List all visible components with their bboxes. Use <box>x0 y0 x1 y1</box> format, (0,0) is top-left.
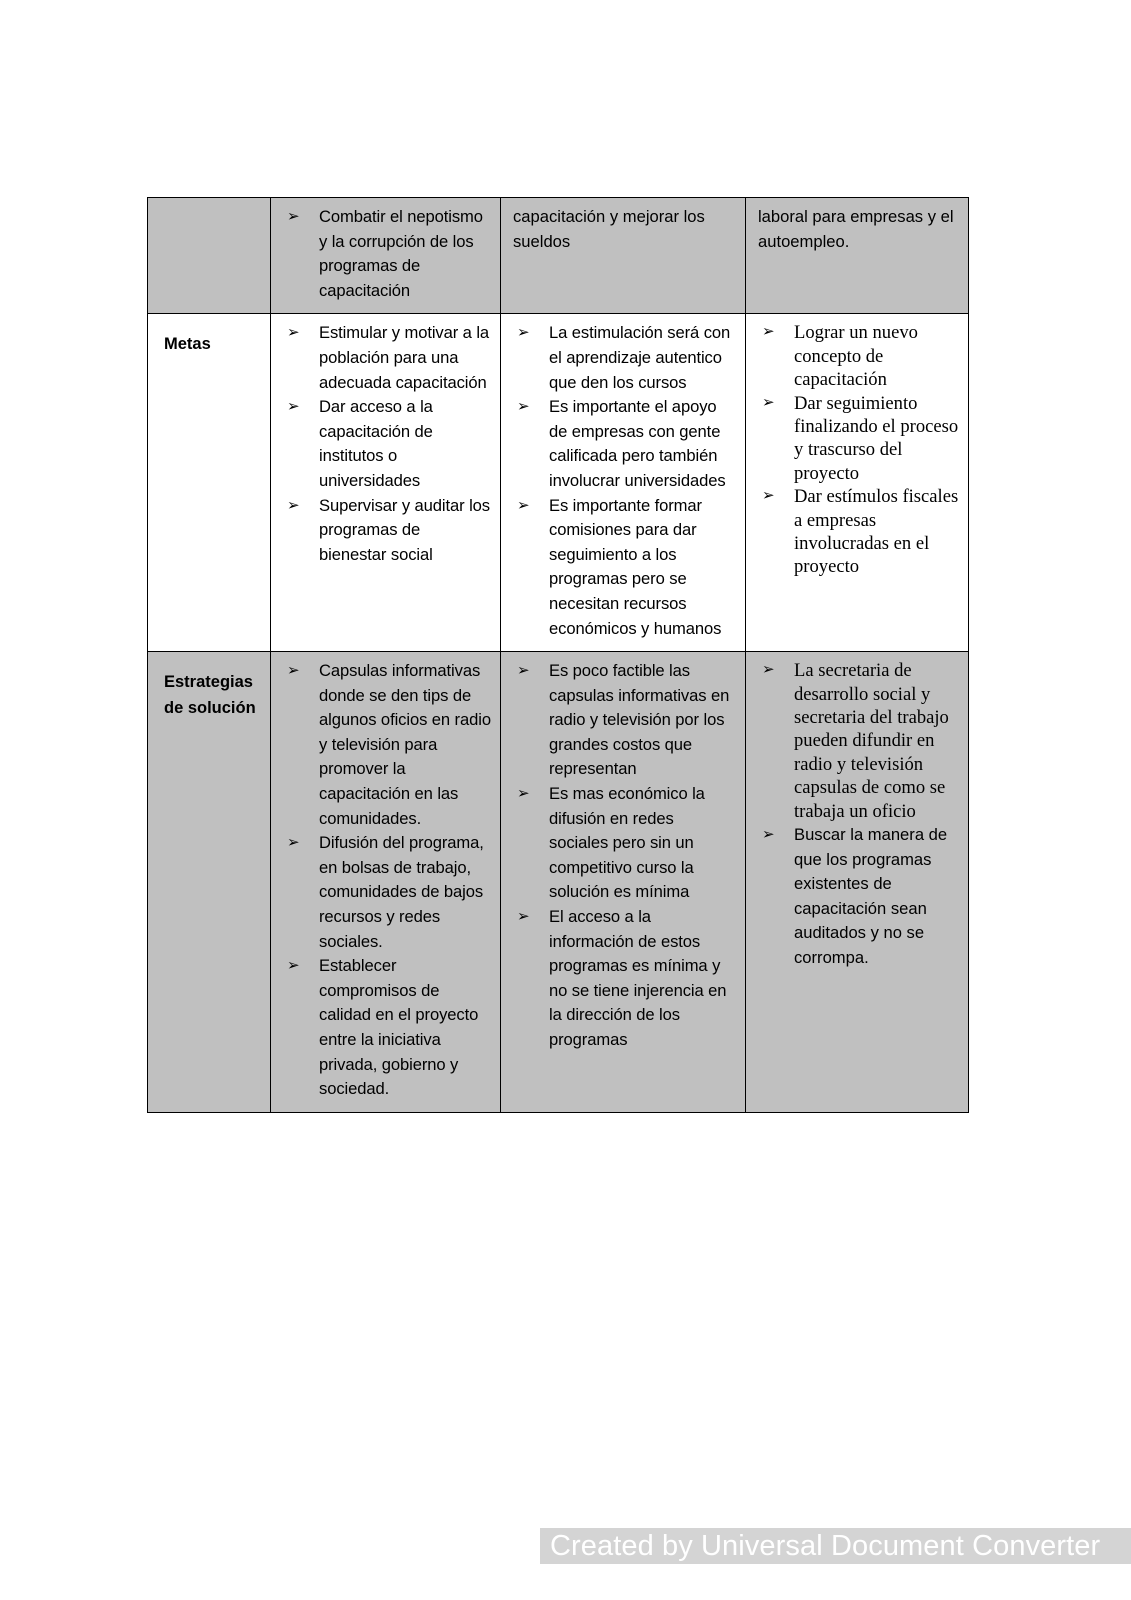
list-item <box>752 392 960 486</box>
arrow-bullet-icon: ➢ <box>287 834 300 852</box>
cell-col3 <box>501 198 746 314</box>
cell-col3 <box>501 314 746 652</box>
bullet-list <box>507 659 737 1053</box>
arrow-bullet-icon: ➢ <box>287 957 300 975</box>
arrow-bullet-icon: ➢ <box>762 394 775 411</box>
cell-col4 <box>746 314 969 652</box>
table-row <box>148 652 969 1113</box>
list-item-text: Es mas económico la difusión en redes sociales pero sin un competitivo curso la solución es mínima <box>549 784 705 902</box>
arrow-bullet-icon: ➢ <box>517 398 530 416</box>
row-label-metas: Metas <box>164 335 211 354</box>
list-item-text: El acceso a la información de estos programas es mínima y no se tiene injerencia en la dirección de los programas <box>549 907 727 1049</box>
bullet-list <box>277 205 492 303</box>
continuation-text: capacitación y mejorar los sueldos <box>513 207 705 251</box>
table-row <box>148 198 969 314</box>
arrow-bullet-icon: ➢ <box>517 662 530 680</box>
row-label-cell-metas <box>148 314 271 652</box>
row-label-cell-estrategias <box>148 652 271 1113</box>
list-item-text: Establecer compromisos de calidad en el proyecto entre la iniciativa privada, gobierno y sociedad. <box>319 956 479 1099</box>
list-item <box>277 659 492 831</box>
list-item <box>507 782 737 905</box>
list-item-text: Dar acceso a la capacitación de institutos o universidades <box>319 397 433 490</box>
list-item-text: Supervisar y auditar los programas de bienestar social <box>319 495 490 564</box>
bullet-list <box>752 659 960 970</box>
arrow-bullet-icon: ➢ <box>762 825 775 843</box>
bullet-list <box>752 321 960 578</box>
continuation-text: laboral para empresas y el autoempleo. <box>758 207 954 251</box>
cell-col2 <box>271 314 501 652</box>
arrow-bullet-icon: ➢ <box>517 496 530 514</box>
cell-col2 <box>271 198 501 314</box>
arrow-bullet-icon: ➢ <box>517 324 530 342</box>
bullet-list <box>277 321 492 567</box>
list-item <box>507 494 737 642</box>
list-item <box>752 823 960 971</box>
list-item <box>507 905 737 1053</box>
bullet-list <box>277 659 492 1102</box>
comparison-table <box>147 197 969 1113</box>
arrow-bullet-icon: ➢ <box>517 908 530 926</box>
arrow-bullet-icon: ➢ <box>517 785 530 803</box>
list-item <box>277 205 492 303</box>
list-item-text: Capsulas informativas donde se den tips de algunos oficios en radio y televisión para promover la capacitación en las comunidades. <box>319 661 491 828</box>
list-item <box>277 954 492 1102</box>
list-item-text: Dar seguimiento finalizando el proceso y trascurso del proyecto <box>794 392 959 484</box>
arrow-bullet-icon: ➢ <box>287 324 300 342</box>
list-item-text: Difusión del programa, en bolsas de trabajo, comunidades de bajos recursos y redes sociales. <box>319 833 484 951</box>
arrow-bullet-icon: ➢ <box>287 496 300 514</box>
watermark-banner <box>540 1528 1131 1564</box>
arrow-bullet-icon: ➢ <box>762 488 775 505</box>
list-item <box>507 395 737 493</box>
list-item-text: La estimulación será con el aprendizaje autentico que den los cursos <box>549 323 731 392</box>
arrow-bullet-icon: ➢ <box>287 208 300 225</box>
list-item-text: Buscar la manera de que los programas existentes de capacitación sean auditados y no se corrompa. <box>794 824 948 967</box>
arrow-bullet-icon: ➢ <box>287 662 300 680</box>
list-item-text: Dar estímulos fiscales a empresas involucradas en el proyecto <box>794 486 959 578</box>
arrow-bullet-icon: ➢ <box>762 662 775 679</box>
list-item <box>277 395 492 493</box>
list-item <box>277 321 492 395</box>
row-label-cell <box>148 198 271 314</box>
list-item <box>752 659 960 823</box>
list-item-text: Es importante el apoyo de empresas con gente calificada pero también involucrar universidades <box>549 397 726 490</box>
cell-col3 <box>501 652 746 1113</box>
bullet-list <box>507 321 737 641</box>
cell-col4 <box>746 652 969 1113</box>
list-item-text: Estimular y motivar a la población para una adecuada capacitación <box>319 323 490 392</box>
cell-col4 <box>746 198 969 314</box>
list-item <box>277 831 492 954</box>
list-item-text: Es importante formar comisiones para dar seguimiento a los programas pero se necesitan recursos económicos y humanos <box>549 495 722 638</box>
watermark-text: Created by Universal Document Converter <box>550 1530 1101 1562</box>
list-item <box>752 485 960 579</box>
list-item <box>277 494 492 568</box>
arrow-bullet-icon: ➢ <box>762 324 775 341</box>
list-item-text: Lograr un nuevo concepto de capacitación <box>794 322 918 391</box>
row-label-estrategias: Estrategias de solución <box>164 673 256 718</box>
cell-col2 <box>271 652 501 1113</box>
list-item <box>507 659 737 782</box>
list-item <box>752 321 960 391</box>
arrow-bullet-icon: ➢ <box>287 398 300 416</box>
table-row <box>148 314 969 652</box>
list-item-text: Es poco factible las capsulas informativas en radio y televisión por los grandes costos que representan <box>549 661 730 779</box>
list-item-text: Combatir el nepotismo y la corrupción de los programas de capacitación <box>319 207 483 300</box>
list-item <box>507 321 737 395</box>
list-item-text: La secretaria de desarrollo social y secretaria del trabajo pueden difundir en radio y televisión capsulas de como se trabaja un oficio <box>794 660 949 822</box>
